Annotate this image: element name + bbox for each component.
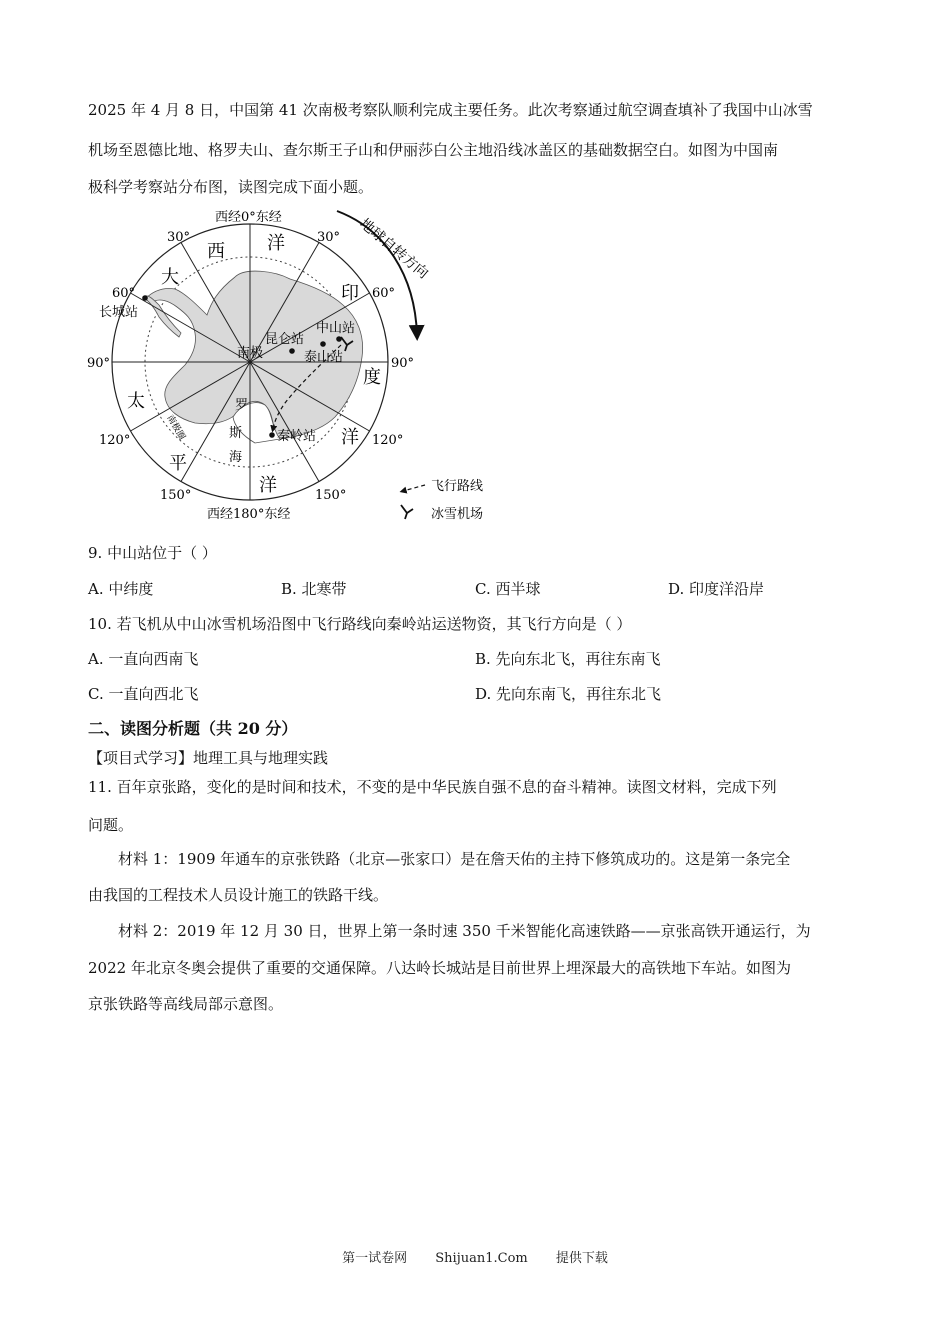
q9-option-c[interactable]: C. 西半球 xyxy=(475,580,541,598)
page-footer xyxy=(0,1247,950,1266)
ocean-indian-3: 洋 xyxy=(341,427,359,448)
antarctica-station-map xyxy=(85,205,505,525)
q10-stem: 10. 若飞机从中山冰雪机场沿图中飞行路线向秦岭站运送物资，其飞行方向是（ ） xyxy=(88,615,632,633)
great-wall-station-label: 长城站 xyxy=(99,305,139,320)
taishan-station-label: 泰山站 xyxy=(304,350,344,365)
q9-option-b[interactable]: B. 北寒带 xyxy=(281,580,347,598)
q10-option-b[interactable]: B. 先向东北飞，再往东南飞 xyxy=(475,650,661,668)
footer-site-name: 第一试卷网 xyxy=(342,1251,408,1266)
deg-label-150e: 150° xyxy=(315,488,347,503)
material-2-line-2: 2022 年北京冬奥会提供了重要的交通保障。八达岭长城站是目前世界上埋深最大的高铁地下车站。如图为 xyxy=(88,959,791,977)
earth-rotation-label xyxy=(356,215,431,282)
ross-sea-1: 罗 xyxy=(235,398,249,413)
ocean-pacific-4: 洋 xyxy=(259,475,277,496)
q9-stem: 9. 中山站位于（ ） xyxy=(88,544,217,562)
deg-label-90w: 90° xyxy=(87,356,111,371)
ocean-atlantic-2: 洋 xyxy=(267,233,285,254)
material-2-line-3: 京张铁路等高线局部示意图。 xyxy=(88,995,284,1013)
deg-label-90e: 90° xyxy=(391,356,415,371)
deg-label-150w: 150° xyxy=(160,488,192,503)
deg-label-30e: 30° xyxy=(317,230,341,245)
q11-line-1: 11. 百年京张路，变化的是时间和技术，不变的是中华民族自强不息的奋斗精神。读图文材料，完成下列 xyxy=(88,778,777,796)
legend-airport-label: 冰雪机场 xyxy=(431,507,484,522)
material-1-line-2: 由我国的工程技术人员设计施工的铁路干线。 xyxy=(88,886,389,904)
qinling-station-dot xyxy=(269,432,275,438)
ross-sea-2: 斯 xyxy=(229,426,243,441)
legend xyxy=(401,478,483,522)
south-pole-label: 南极 xyxy=(237,346,264,361)
q11-line-2: 问题。 xyxy=(88,816,134,834)
intro-line-1: 2025 年 4 月 8 日，中国第 41 次南极考察队顺利完成主要任务。此次考察通过航空调查填补了我国中山冰雪 xyxy=(88,101,813,119)
top-meridian-label: 西经0°东经 xyxy=(215,210,282,225)
taishan-station-dot xyxy=(320,341,326,347)
svg-text:地球自转方向: 地球自转方向 xyxy=(356,215,432,283)
ocean-pacific-2: 太 xyxy=(127,391,145,412)
deg-label-60e: 60° xyxy=(372,286,396,301)
q10-option-d[interactable]: D. 先向东南飞，再往东北飞 xyxy=(475,685,662,703)
ross-sea-3: 海 xyxy=(229,450,243,465)
q9-option-d[interactable]: D. 印度洋沿岸 xyxy=(668,580,765,598)
great-wall-station-dot xyxy=(142,295,148,301)
legend-airport-icon xyxy=(401,505,413,519)
zhongshan-station-label: 中山站 xyxy=(316,321,356,336)
antarctic-circle-label: 南极圈 xyxy=(164,413,187,442)
deg-label-120e: 120° xyxy=(372,433,404,448)
intro-line-3: 极科学考察站分布图，读图完成下面小题。 xyxy=(88,178,374,196)
footer-note: 提供下载 xyxy=(555,1251,608,1266)
project-learning-label: 【项目式学习】地理工具与地理实践 xyxy=(88,749,329,767)
legend-route-label: 飞行路线 xyxy=(431,479,484,494)
ocean-pacific-3: 平 xyxy=(169,453,187,474)
deg-label-60w: 60° xyxy=(112,286,136,301)
material-2-line-1: 材料 2：2019 年 12 月 30 日，世界上第一条时速 350 千米智能化高速铁路——京张高铁开通运行，为 xyxy=(118,922,811,940)
ocean-indian-1: 印 xyxy=(341,283,359,304)
q9-option-a[interactable]: A. 中纬度 xyxy=(88,580,154,598)
footer-domain: Shijuan1.Com xyxy=(435,1251,528,1266)
ocean-indian-2: 度 xyxy=(363,367,381,388)
kunlun-station-dot xyxy=(289,348,295,354)
legend-route-sample xyxy=(403,485,425,491)
qinling-station-label: 秦岭站 xyxy=(277,429,317,444)
q10-option-c[interactable]: C. 一直向西北飞 xyxy=(88,685,199,703)
bottom-meridian-label: 西经180°东经 xyxy=(207,507,291,522)
section-2-title: 二、读图分析题（共 20 分） xyxy=(88,719,298,738)
ocean-pacific-1: 大 xyxy=(161,267,179,288)
intro-line-2: 机场至恩德比地、格罗夫山、查尔斯王子山和伊丽莎白公主地沿线冰盖区的基础数据空白。如图为中国南 xyxy=(88,141,779,159)
deg-label-120w: 120° xyxy=(99,433,131,448)
deg-label-30w: 30° xyxy=(167,230,191,245)
material-1-line-1: 材料 1：1909 年通车的京张铁路（北京—张家口）是在詹天佑的主持下修筑成功的。这是第一条完全 xyxy=(118,850,791,868)
q10-option-a[interactable]: A. 一直向西南飞 xyxy=(88,650,199,668)
meridian-lines xyxy=(112,224,388,500)
ocean-atlantic-1: 西 xyxy=(207,241,225,262)
kunlun-station-label: 昆仑站 xyxy=(265,332,305,347)
